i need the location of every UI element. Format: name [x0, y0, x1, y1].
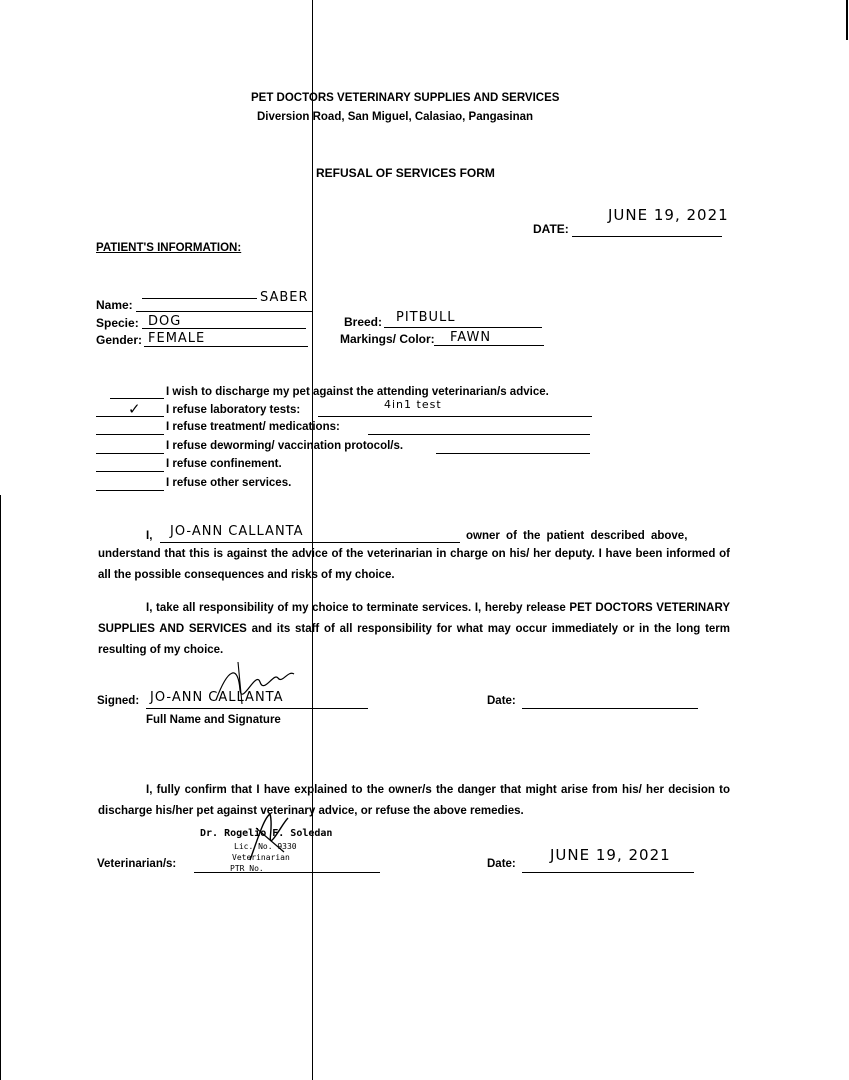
markings-label: Markings/ Color: [340, 332, 435, 346]
business-name: PET DOCTORS VETERINARY SUPPLIES AND SERVICES [251, 92, 560, 104]
option-checkline[interactable] [96, 471, 164, 472]
gender-label: Gender: [96, 333, 143, 347]
owner-name-line [160, 542, 460, 543]
scan-artifact-edge [0, 495, 1, 1080]
option-detail: 4in1 test [384, 398, 442, 411]
vet-date-value: JUNE 19, 2021 [550, 846, 671, 864]
markings-line [434, 345, 544, 346]
date-label: DATE: [533, 222, 569, 236]
gender-value: FEMALE [148, 331, 206, 346]
owner-name-value: JO-ANN CALLANTA [170, 524, 304, 539]
owner-signature-mark [208, 660, 298, 713]
full-name-label: Full Name and Signature [146, 714, 281, 726]
name-value: SABER [260, 290, 309, 305]
vet-stamp-line-3: Veterinarian [232, 853, 290, 862]
breed-label: Breed: [344, 315, 383, 329]
option-checkline[interactable] [110, 398, 164, 399]
vet-date-line [522, 872, 694, 873]
option-checkline[interactable] [96, 490, 164, 491]
option-checkline[interactable] [96, 434, 164, 435]
option-checkline[interactable] [96, 453, 164, 454]
option-detail-line [436, 453, 590, 454]
option-text: I refuse treatment/ medications: [166, 421, 340, 433]
markings-value: FAWN [450, 330, 492, 345]
vet-signature-mark [244, 808, 294, 871]
owner-date-line [522, 708, 698, 709]
vet-line [194, 872, 380, 873]
vet-stamp-line-2: Lic. No. 9330 [234, 842, 297, 851]
scan-artifact-line [312, 0, 313, 1080]
option-text: I refuse laboratory tests: [166, 404, 301, 416]
vet-statement: I, fully confirm that I have explained to the owner/s the danger that might arise from his/ her decision to discharge his/her pet against veterinary advice, or refuse the above remedies. [98, 784, 730, 817]
breed-value: PITBULL [396, 310, 456, 325]
vet-stamp-name: Dr. Rogelio F. Soledan [200, 828, 333, 839]
owner-prefix: I, [146, 530, 153, 542]
option-text: I refuse deworming/ vaccination protocol/s. [166, 440, 404, 452]
option-detail-line [368, 434, 590, 435]
signed-value: JO-ANN CALLANTA [150, 690, 284, 705]
gender-line [144, 346, 308, 347]
name-line [136, 311, 312, 312]
owner-date-label: Date: [487, 695, 516, 707]
business-address: Diversion Road, San Miguel, Calasiao, Pangasinan [257, 111, 534, 123]
breed-line [384, 327, 542, 328]
date-line [572, 236, 722, 237]
specie-label: Specie: [96, 316, 139, 330]
statement-paragraph-1: understand that this is against the advice of the veterinarian in charge on his/ her deputy. I have been informed of all the possible consequences and risks of my choice. [98, 548, 730, 581]
patient-section-title: PATIENT'S INFORMATION: [96, 242, 242, 254]
option-text: I refuse confinement. [166, 458, 282, 470]
name-label: Name: [96, 298, 133, 312]
option-text: I refuse other services. [166, 477, 292, 489]
name-crossed-out [142, 288, 257, 303]
scan-artifact-edge [846, 0, 848, 40]
vet-stamp-line-4: PTR No. [230, 864, 264, 873]
signed-label: Signed: [97, 695, 140, 707]
option-text: I wish to discharge my pet against the attending veterinarian/s advice. [166, 386, 549, 398]
vet-date-label: Date: [487, 858, 516, 870]
option-detail-line [318, 416, 592, 417]
option-check-mark: ✓ [128, 400, 142, 418]
statement-paragraph-2: I, take all responsibility of my choice to terminate services. I, hereby release PET DOCTORS VETERINARY SUPPLIES AND SERVICES and its staff of all responsibility for what may occur immediately or in the long term resulting of my choice. [98, 602, 730, 656]
form-title: REFUSAL OF SERVICES FORM [316, 166, 495, 180]
owner-suffix: owner of the patient described above, [466, 530, 688, 542]
specie-value: DOG [148, 314, 182, 329]
vet-label: Veterinarian/s: [97, 858, 177, 870]
date-value: JUNE 19, 2021 [608, 206, 729, 224]
